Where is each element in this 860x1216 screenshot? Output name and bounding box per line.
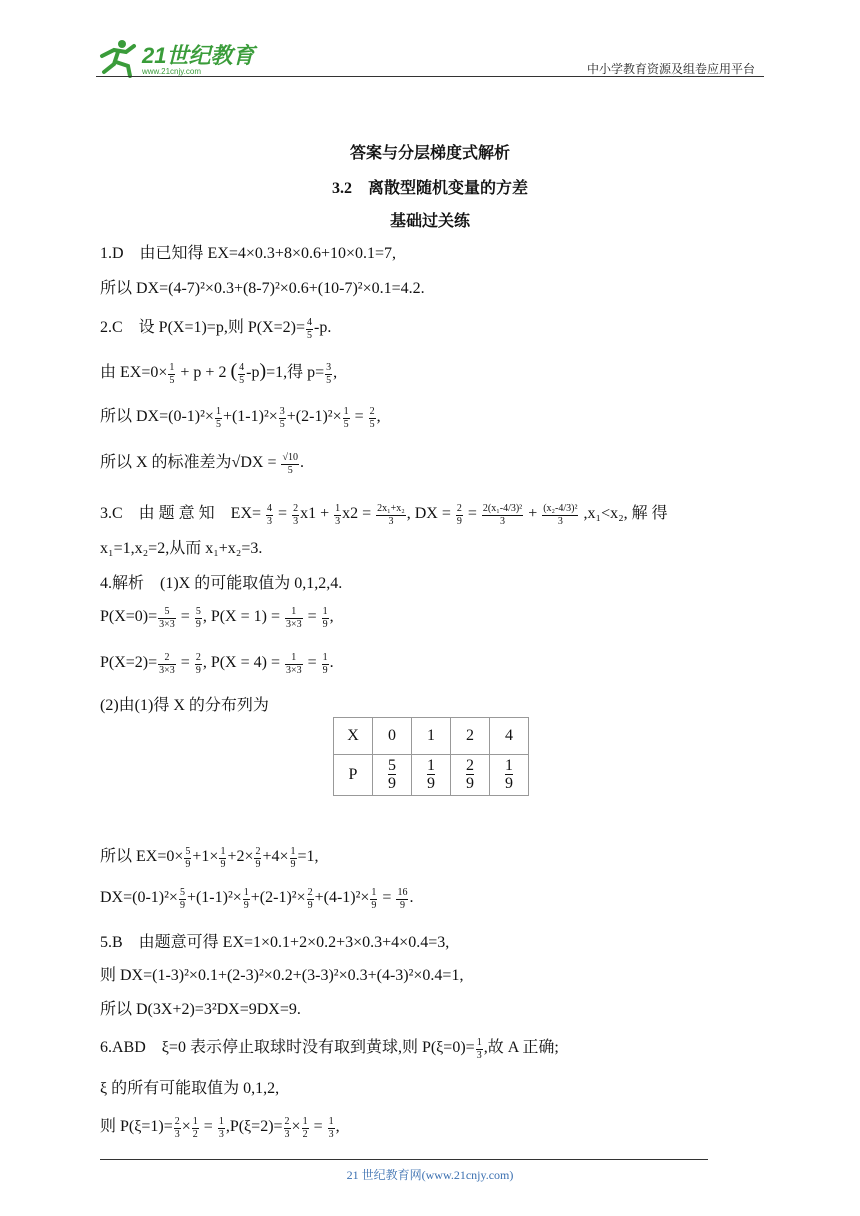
doc-title: 答案与分层梯度式解析 <box>349 145 510 162</box>
q2-line3: 所以 DX=(0-1)²× $\frac{1}{5}$ +(1-1)²× $\frac{3}{5}$ +(2-1)²× $\frac{1}{5}$ = $\frac{2}{5}$ , <box>100 406 381 430</box>
distribution-table <box>333 717 529 796</box>
section-title: 3.2 离散型随机变量的方差 <box>331 180 528 197</box>
table-cell: $\frac{1}{9}$ <box>412 755 451 796</box>
table-row <box>334 755 529 796</box>
q5-line1: 5.B 由题意可得 EX=1×0.1+2×0.2+3×0.3+4×0.4=3, <box>100 934 450 951</box>
q5-line2: 则 DX=(1-3)²×0.1+(2-3)²×0.2+(3-3)²×0.3+(4-3)²×0.4=1, <box>100 967 464 984</box>
header-divider <box>96 76 764 77</box>
q1-line1: 1.D 由已知得 EX=4×0.3+8×0.6+10×0.1=7, <box>100 245 397 262</box>
logo-text: 21世纪教育 <box>142 43 255 68</box>
q4-line5: 所以 EX=0× $\frac{5}{9}$ +1× $\frac{1}{9}$ +2× $\frac{2}{9}$ +4× $\frac{1}{9}$ =1, <box>100 846 319 870</box>
q6-line2: ξ 的所有可能取值为 0,1,2, <box>100 1080 280 1097</box>
platform-name: 中小学教育资源及组卷应用平台 <box>586 62 755 76</box>
table-cell: $\frac{1}{9}$ <box>490 755 529 796</box>
q5-line3: 所以 D(3X+2)=3²DX=9DX=9. <box>100 1001 301 1018</box>
q2-line2: 由 EX=0× $\frac{1}{5}$ + p + 2 ( $\frac{4}{5}$ -p)=1,得 p= $\frac{3}{5}$ , <box>100 360 338 386</box>
q6-line1: 6.ABD ξ=0 表示停止取球时没有取到黄球,则 P(ξ=0)= $\frac{1}{3}$ ,故 A 正确; <box>100 1037 559 1061</box>
q4-line1: 4.解析 (1)X 的可能取值为 0,1,2,4. <box>100 575 343 592</box>
table-cell: X <box>334 718 373 755</box>
table-row <box>334 718 529 755</box>
q2-line4: 所以 X 的标准差为√DX = $\frac{√10}{5}$ . <box>100 452 304 476</box>
footer-text: 21 世纪教育网(www.21cnjy.com) <box>346 1168 514 1182</box>
table-cell: $\frac{2}{9}$ <box>451 755 490 796</box>
table-cell: 2 <box>451 718 490 755</box>
footer-divider <box>100 1159 708 1160</box>
table-cell: $\frac{5}{9}$ <box>373 755 412 796</box>
logo <box>96 36 266 78</box>
q4-line2: P(X=0)= $\frac{5}{3\times 3}$ = $\frac{5}{9}$ , P(X = 1) = $\frac{1}{3\times 3}$ = $\frac{1}{9}$ , <box>100 606 334 630</box>
q3-line1: 3.C 由 题 意 知 EX= $\frac{4}{3}$ = $\frac{2}{3}$ x1 + $\frac{1}{3}$ x2 = $\frac{\text{2x₁+x₂}}{3}$ , DX = $\frac{2}{9}$ = $\frac{\text{2(x₁-4/3)²}}{3}$ + $\frac{\text{(x₂-4/3)²}}{3}$ ,x₁<x₂, 解 得 <box>100 503 668 527</box>
logo-url: www.21cnjy.com <box>142 67 201 76</box>
q1-line2: 所以 DX=(4-7)²×0.3+(8-7)²×0.6+(10-7)²×0.1=4.2. <box>100 280 425 297</box>
q4-line6: DX=(0-1)²× $\frac{5}{9}$ +(1-1)²× $\frac{1}{9}$ +(2-1)²× $\frac{2}{9}$ +(4-1)²× $\frac{1}{9}$ = $\frac{16}{9}$ . <box>100 887 414 911</box>
q4-line4: (2)由(1)得 X 的分布列为 <box>100 697 269 714</box>
table-cell: 0 <box>373 718 412 755</box>
q3-line2: x₁=1,x₂=2,从而 x₁+x₂=3. <box>100 540 263 557</box>
subsection-title: 基础过关练 <box>389 213 470 230</box>
table-cell: P <box>334 755 373 796</box>
q4-line3: P(X=2)= $\frac{2}{3\times 3}$ = $\frac{2}{9}$ , P(X = 4) = $\frac{1}{3\times 3}$ = $\frac{1}{9}$ . <box>100 652 334 676</box>
table-cell: 1 <box>412 718 451 755</box>
runner-icon <box>102 40 134 76</box>
table-cell: 4 <box>490 718 529 755</box>
q2-line1: 2.C 设 P(X=1)=p,则 P(X=2)= $\frac{4}{5}$ -p. <box>100 317 332 341</box>
q6-line3: 则 P(ξ=1)= $\frac{2}{3}$ × $\frac{1}{2}$ = $\frac{1}{3}$ ,P(ξ=2)= $\frac{2}{3}$ × $\frac{1}{2}$ = $\frac{1}{3}$ , <box>100 1116 340 1140</box>
